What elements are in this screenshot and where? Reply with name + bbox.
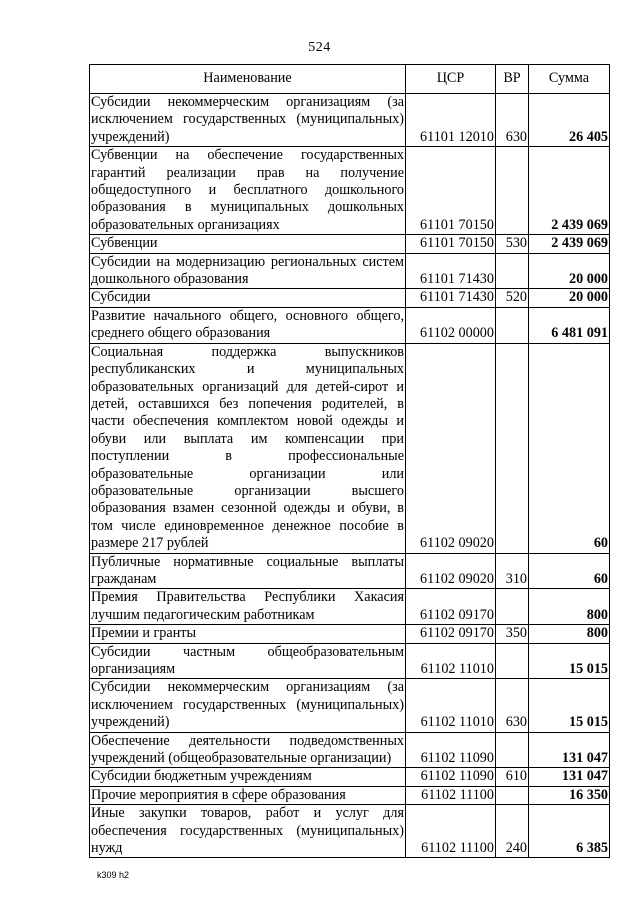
row-vr-cell <box>496 343 529 553</box>
table-row <box>90 343 610 553</box>
table-row <box>90 235 610 253</box>
table-row <box>90 589 610 625</box>
row-name-cell: Субвенции <box>90 235 406 253</box>
row-csr-cell: 61102 09170 <box>406 589 496 625</box>
row-vr-cell <box>496 643 529 679</box>
budget-table <box>89 64 610 858</box>
table-row <box>90 553 610 589</box>
table-row <box>90 805 610 858</box>
table-header-row <box>90 65 610 94</box>
table-row <box>90 94 610 147</box>
row-csr-cell: 61102 09170 <box>406 625 496 643</box>
table-row <box>90 147 610 235</box>
table-row <box>90 289 610 307</box>
row-vr-cell: 630 <box>496 94 529 147</box>
header-vr: ВР <box>496 65 529 94</box>
table-row <box>90 643 610 679</box>
row-sum-cell: 26 405 <box>529 94 610 147</box>
row-vr-cell <box>496 147 529 235</box>
table-row <box>90 732 610 768</box>
row-vr-cell: 610 <box>496 768 529 786</box>
row-sum-cell: 16 350 <box>529 786 610 804</box>
table-row <box>90 307 610 343</box>
row-csr-cell: 61101 70150 <box>406 147 496 235</box>
row-csr-cell: 61102 09020 <box>406 343 496 553</box>
row-csr-cell: 61102 11090 <box>406 732 496 768</box>
row-vr-cell <box>496 786 529 804</box>
row-name-cell: Субсидии некоммерческим организациям (за исключением государственных (муниципальных) учреждений) <box>91 679 404 731</box>
row-name-cell: Субсидии <box>90 289 406 307</box>
page-number: 524 <box>308 40 331 55</box>
row-vr-cell: 310 <box>496 553 529 589</box>
row-csr-cell: 61102 11090 <box>406 768 496 786</box>
row-csr-cell: 61102 11100 <box>406 805 496 858</box>
row-sum-cell: 6 481 091 <box>529 307 610 343</box>
table-row <box>90 786 610 804</box>
row-csr-cell: 61102 11100 <box>406 786 496 804</box>
header-csr: ЦСР <box>406 65 496 94</box>
row-sum-cell: 60 <box>529 343 610 553</box>
row-name-cell: Развитие начального общего, основного общего, среднего общего образования <box>91 307 404 342</box>
table-row <box>90 625 610 643</box>
row-name-cell: Субсидии бюджетным учреждениям <box>90 768 406 786</box>
row-vr-cell <box>496 253 529 289</box>
row-vr-cell: 520 <box>496 289 529 307</box>
row-name-cell: Социальная поддержка выпускников республиканских и муниципальных образовательных организаций для детей-сирот и детей, оставшихся без попечения родителей, в части обеспечения комплектом новой одежды и обуви или выплата им компенсации при поступлении в профессиональные образовательные организации или образовательные организации высшего образования взамен сезонной одежды и обуви, в том числе единовременное денежное пособие в размере 217 рублей <box>91 343 404 552</box>
footer-code: k309 h2 <box>97 870 130 880</box>
row-csr-cell: 61101 71430 <box>406 253 496 289</box>
row-name-cell: Премия Правительства Республики Хакасия лучшим педагогическим работникам <box>91 589 404 623</box>
row-sum-cell: 800 <box>529 625 610 643</box>
row-vr-cell: 530 <box>496 235 529 253</box>
row-name-cell: Иные закупки товаров, работ и услуг для обеспечения государственных (муниципальных) нужд <box>91 805 404 857</box>
row-sum-cell: 2 439 069 <box>529 235 610 253</box>
row-vr-cell <box>496 589 529 625</box>
row-name-cell: Премии и гранты <box>90 625 406 643</box>
row-csr-cell: 61102 00000 <box>406 307 496 343</box>
row-sum-cell: 20 000 <box>529 289 610 307</box>
row-csr-cell: 61102 11010 <box>406 643 496 679</box>
row-name-cell: Публичные нормативные социальные выплаты гражданам <box>91 553 404 587</box>
row-name-cell: Субсидии некоммерческим организациям (за исключением государственных (муниципальных) учреждений) <box>91 94 404 145</box>
row-name-cell: Субсидии на модернизацию региональных систем дошкольного образования <box>91 253 404 288</box>
row-vr-cell <box>496 307 529 343</box>
row-name-cell: Субсидии частным общеобразовательным организациям <box>91 643 404 677</box>
row-vr-cell: 630 <box>496 679 529 732</box>
header-name: Наименование <box>90 65 406 94</box>
row-csr-cell: 61102 11010 <box>406 679 496 732</box>
table-row <box>90 253 610 289</box>
table-body <box>90 94 610 858</box>
row-sum-cell: 60 <box>529 553 610 589</box>
row-vr-cell: 240 <box>496 805 529 858</box>
row-vr-cell: 350 <box>496 625 529 643</box>
table-row <box>90 768 610 786</box>
header-sum: Сумма <box>529 65 610 94</box>
row-sum-cell: 20 000 <box>529 253 610 289</box>
row-sum-cell: 800 <box>529 589 610 625</box>
row-vr-cell <box>496 732 529 768</box>
row-csr-cell: 61101 71430 <box>406 289 496 307</box>
row-name-cell: Обеспечение деятельности подведомственных учреждений (общеобразовательные организации) <box>91 732 404 767</box>
row-sum-cell: 2 439 069 <box>529 147 610 235</box>
row-name-cell: Прочие мероприятия в сфере образования <box>90 786 406 804</box>
row-sum-cell: 15 015 <box>529 643 610 679</box>
row-name-cell: Субвенции на обеспечение государственных гарантий реализации прав на получение общедоступного и бесплатного дошкольного образования в муниципальных дошкольных образовательных организациях <box>91 147 404 233</box>
row-csr-cell: 61102 09020 <box>406 553 496 589</box>
row-csr-cell: 61101 70150 <box>406 235 496 253</box>
row-csr-cell: 61101 12010 <box>406 94 496 147</box>
row-sum-cell: 6 385 <box>529 805 610 858</box>
table-row <box>90 679 610 732</box>
row-sum-cell: 131 047 <box>529 768 610 786</box>
row-sum-cell: 15 015 <box>529 679 610 732</box>
row-sum-cell: 131 047 <box>529 732 610 768</box>
